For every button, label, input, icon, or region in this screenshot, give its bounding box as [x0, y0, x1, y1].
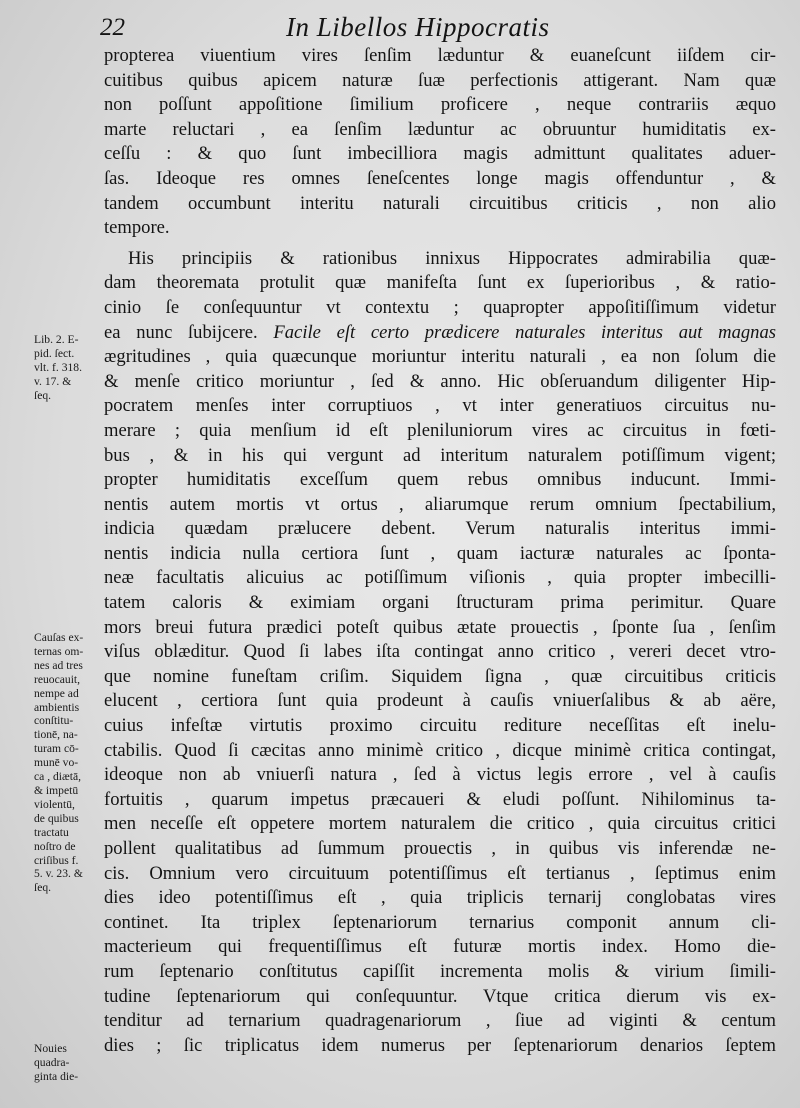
margin-note-line: 5. v. 23. & — [34, 867, 83, 881]
margin-note-line: criſibus f. — [34, 853, 79, 867]
text-line: tandem occumbunt interitu naturali circuitibus criticis , non alio — [104, 192, 776, 214]
text-line: tatem caloris & eximiam organi ſtructuram prima perimitur. Quare — [104, 592, 776, 614]
text-line: que nomine funeſtam criſim. Siquidem ſigna , quæ circuitibus criticis — [104, 665, 776, 687]
text-line: tempore. — [104, 217, 170, 239]
text-line: viſus oblæditur. Quod ſi labes iſta contingat anno critico , vereri decet vtro- — [104, 641, 776, 663]
margin-note-line: ca , diætā, — [34, 770, 82, 784]
text-line: ctabilis. Quod ſi cæcitas anno minimè critico , dicque minimè critica contingat, — [104, 739, 776, 761]
text-line — [104, 321, 776, 346]
aphorism-text: Facile eſt certo prædicere naturales interitus aut magnas — [273, 321, 776, 343]
margin-note-line: reuocauit, — [34, 672, 81, 686]
margin-note-line: de quibus — [34, 811, 79, 825]
margin-note-line: ambientis — [34, 700, 80, 714]
margin-note-line: conſtitu- — [34, 714, 74, 728]
text-line: cis. Omnium vero circuituum potentiſſimus eſt tertianus , ſeptimus enim — [104, 862, 776, 884]
margin-note-causes — [34, 631, 108, 895]
margin-note-ninety-days — [34, 1042, 108, 1084]
text-line: ægritudines , quia quæcunque moriuntur interitu naturali , ea non ſolum die — [104, 346, 776, 368]
margin-note-line: vlt. f. 318. — [34, 360, 82, 374]
text-line: cinio ſe conſequuntur vt contextu ; quapropter appoſitiſſimum videtur — [104, 296, 776, 318]
text-line: marte reluctari , ea ſenſim læduntur ac obruuntur humiditatis ex- — [104, 118, 776, 140]
margin-note-line: pid. ſect. — [34, 346, 75, 360]
margin-note-line: quadra- — [34, 1055, 70, 1069]
text-line: rum ſeptenario conſtitutus capiſſit incrementa molis & virium ſimili- — [104, 960, 776, 982]
margin-note-line: ginta die- — [34, 1069, 79, 1083]
margin-note-line: v. 17. & — [34, 374, 72, 388]
text-line: elucent , certiora ſunt quia prodeunt à cauſis vniuerſalibus & ab aëre, — [104, 690, 776, 712]
margin-note-line: ternas om- — [34, 644, 84, 658]
text-line: dies ideo potentiſſimus eſt , quia triplicis ternarij conglobatas vires — [104, 887, 776, 909]
text-line: tenditur ad ternarium quadragenariorum , ſiue ad viginti & centum — [104, 1010, 776, 1032]
margin-note-line: violentū, — [34, 797, 75, 811]
margin-note-line: munē vo- — [34, 756, 79, 770]
running-title: In Libellos Hippocratis — [286, 12, 550, 42]
margin-note-line: noſtro de — [34, 839, 76, 853]
text-line: ſas. Ideoque res omnes ſeneſcentes longe magis offenduntur , & — [104, 167, 776, 189]
margin-note-line: ſeq. — [34, 881, 52, 895]
text-line: tudine ſeptenariorum qui conſequuntur. Vtque critica dierum vis ex- — [104, 985, 776, 1007]
text-line: fortuitis , quarum impetus præcaueri & eludi poſſunt. Nihilominus ta- — [104, 788, 776, 810]
text-line: dam theoremata protulit quæ manifeſta ſunt ex ſuperioribus , & ratio- — [104, 272, 776, 294]
text-line: indicia quædam prælucere debent. Verum naturalis interitus immi- — [104, 518, 776, 540]
text-line: nentis autem mortis vt ortus , aliarumque rerum omnium ſpectabilium, — [104, 493, 776, 515]
text-line: dies ; ſic triplicatus idem numerus per ſeptenariorum denarios ſeptem — [104, 1034, 776, 1056]
margin-note-line: turam cō- — [34, 742, 79, 756]
margin-note-line: Cauſas ex- — [34, 631, 84, 644]
margin-note-line: tractatu — [34, 825, 69, 839]
text-line: pollent qualitatibus ad ſummum prouectis , in quibus vis inferendæ ne- — [104, 838, 776, 859]
text-line: neæ facultatis alicuius ac potiſſimum viſionis , quia propter imbecilli- — [104, 567, 776, 589]
text-line: pocratem menſes inter corruptiuos , vt inter generatiuos circuitus nu- — [104, 395, 776, 417]
text-line: propter humiditatis exceſſum quem rebus omnibus inducunt. Immi- — [104, 469, 776, 491]
text-line: cuius infeſtæ virtutis proximo circuitu rediture neceſſitas eſt inelu- — [104, 715, 776, 737]
text-line: macterieum qui frequentiſſimus eſt futuræ mortis index. Homo die- — [104, 936, 776, 958]
text-line: continet. Ita triplex ſeptenariorum ternarius componit annum cli- — [104, 911, 776, 933]
text-line: non poſſunt appoſitione ſimilium proficere , neque contrariis æquo — [104, 94, 776, 116]
margin-note-line: Lib. 2. E- — [34, 333, 79, 346]
body-text — [104, 44, 776, 1058]
margin-note-line: & impetū — [34, 783, 79, 797]
text-line: nentis indicia nulla certiora ſunt , quam iacturæ naturales ac ſponta- — [104, 542, 776, 564]
margin-note-citation — [34, 333, 108, 403]
text-line: merare ; quia menſium id eſt pleniluniorum vires ac circuitus in fœti- — [104, 419, 776, 441]
text-line: propterea viuentium vires ſenſim læduntur & euaneſcunt iiſdem cir- — [104, 45, 776, 66]
text-line: ideoque non ab vniuerſi natura , ſed à victus legis errore , vel à cauſis — [104, 764, 776, 786]
page-number: 22 — [100, 14, 125, 41]
text-span: ea nunc ſubijcere. — [104, 321, 258, 343]
text-line: bus , & in his qui vergunt ad interitum naturalem potiſſimum vigent; — [104, 444, 776, 466]
text-line: ceſſu : & quo ſunt imbecilliora magis admittunt qualitates aduer- — [104, 143, 776, 165]
margin-note-line: nempe ad — [34, 686, 79, 700]
margin-note-line: Nouies — [34, 1042, 67, 1055]
margin-note-line: nes ad tres — [34, 658, 83, 672]
text-line: men neceſſe eſt oppetere mortem naturalem die critico , quia circuitus critici — [104, 813, 776, 835]
text-line: mors breui futura prædici poteſt quibus ætate prouectis , ſponte ſua , ſenſim — [104, 616, 776, 638]
margin-note-line: ſeq. — [34, 388, 52, 402]
text-line: cuitibus quibus apicem naturæ ſuæ perfectionis attigerant. Nam quæ — [104, 69, 776, 91]
text-line: & menſe critico moriuntur , ſed & anno. Hic obſeruandum diligenter Hip- — [104, 370, 776, 392]
margin-note-line: tionē, na- — [34, 728, 78, 742]
text-line: His principiis & rationibus innixus Hippocrates admirabilia quæ- — [128, 247, 776, 269]
